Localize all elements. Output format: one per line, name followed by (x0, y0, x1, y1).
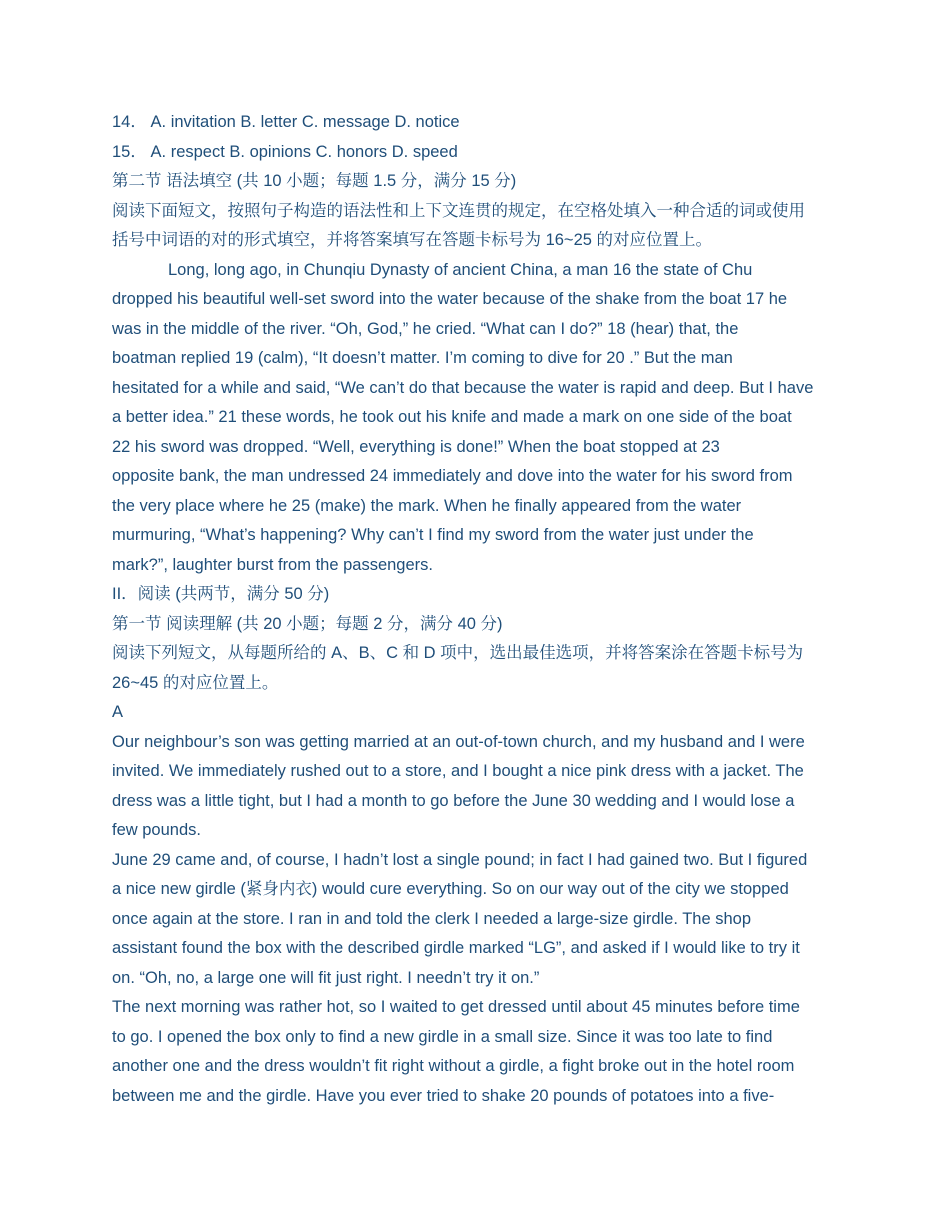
passage-line: 22 his sword was dropped. “Well, everything is done!” When the boat stopped at 23 (112, 437, 720, 456)
instruction-line: 阅读下列短文，从每题所给的 A、B、C 和 D 项中，选出最佳选项，并将答案涂在答题卡标号为 (112, 644, 804, 662)
instruction-line: 阅读下面短文，按照句子构造的语法性和上下文连贯的规定，在空格处填入一种合适的词或使用 (112, 201, 805, 220)
passage-line: dropped his beautiful well-set sword into the water because of the shake from the boat 17 he (112, 290, 788, 308)
passage-line: The next morning was rather hot, so I waited to get dressed until about 45 minutes before time (112, 998, 800, 1016)
passage-line: to go. I opened the box only to find a new girdle in a small size. Since it was too late to find (112, 1027, 773, 1046)
passage-line: another one and the dress wouldn’t fit right without a girdle, a fight broke out in the hotel room (112, 1057, 795, 1075)
passage-line: a better idea.” 21 these words, he took out his knife and made a mark on one side of the boat (112, 408, 792, 426)
document-page (112, 108, 842, 1111)
passage-line: a nice new girdle (紧身内衣) would cure everything. So on our way out of the city we stopped (112, 880, 789, 898)
passage-line: mark?”, laughter burst from the passengers. (112, 555, 433, 574)
passage-line: on. “Oh, no, a large one will fit just right. I needn’t try it on.” (112, 968, 540, 987)
part-heading: II．阅读 (共两节，满分 50 分) (112, 585, 330, 603)
passage-line: dress was a little tight, but I had a month to go before the June 30 wedding and I would lose a (112, 791, 795, 810)
passage-line: few pounds. (112, 821, 201, 839)
passage-line: Long, long ago, in Chunqiu Dynasty of ancient China, a man 16 the state of Chu (168, 260, 753, 279)
passage-line: invited. We immediately rushed out to a store, and I bought a nice pink dress with a jacket. The (112, 762, 804, 780)
instruction-line: 括号中词语的对的形式填空，并将答案填写在答题卡标号为 16~25 的对应位置上。 (112, 231, 713, 249)
passage-line: murmuring, “What’s happening? Why can’t I find my sword from the water just under the (112, 526, 754, 544)
passage-line: assistant found the box with the described girdle marked “LG”, and asked if I would like to try it (112, 939, 800, 957)
section-heading: 第二节 语法填空 (共 10 小题；每题 1.5 分，满分 15 分) (112, 172, 517, 190)
passage-label: A (112, 703, 124, 721)
passage-line: once again at the store. I ran in and told the clerk I needed a large-size girdle. The shop (112, 909, 752, 928)
passage-line: Our neighbour’s son was getting married at an out-of-town church, and my husband and I were (112, 732, 805, 751)
passage-line: boatman replied 19 (calm), “It doesn’t matter. I’m coming to dive for 20 .” But the man (112, 349, 733, 367)
instruction-line: 26~45 的对应位置上。 (112, 673, 279, 692)
passage-line: between me and the girdle. Have you ever tried to shake 20 pounds of potatoes into a five- (112, 1086, 775, 1105)
option-line-14: 14． A. invitation B. letter C. message D. notice (112, 113, 460, 131)
passage-line: the very place where he 25 (make) the mark. When he finally appeared from the water (112, 496, 742, 515)
section-heading: 第一节 阅读理解 (共 20 小题；每题 2 分，满分 40 分) (112, 614, 503, 633)
passage-line: June 29 came and, of course, I hadn’t lost a single pound; in fact I had gained two. But I figured (112, 850, 808, 869)
passage-line: opposite bank, the man undressed 24 immediately and dove into the water for his sword from (112, 467, 793, 485)
passage-line: was in the middle of the river. “Oh, God,” he cried. “What can I do?” 18 (hear) that, the (112, 319, 739, 338)
option-line-15: 15． A. respect B. opinions C. honors D. speed (112, 142, 458, 161)
passage-line: hesitated for a while and said, “We can’t do that because the water is rapid and deep. But I have (112, 378, 814, 397)
